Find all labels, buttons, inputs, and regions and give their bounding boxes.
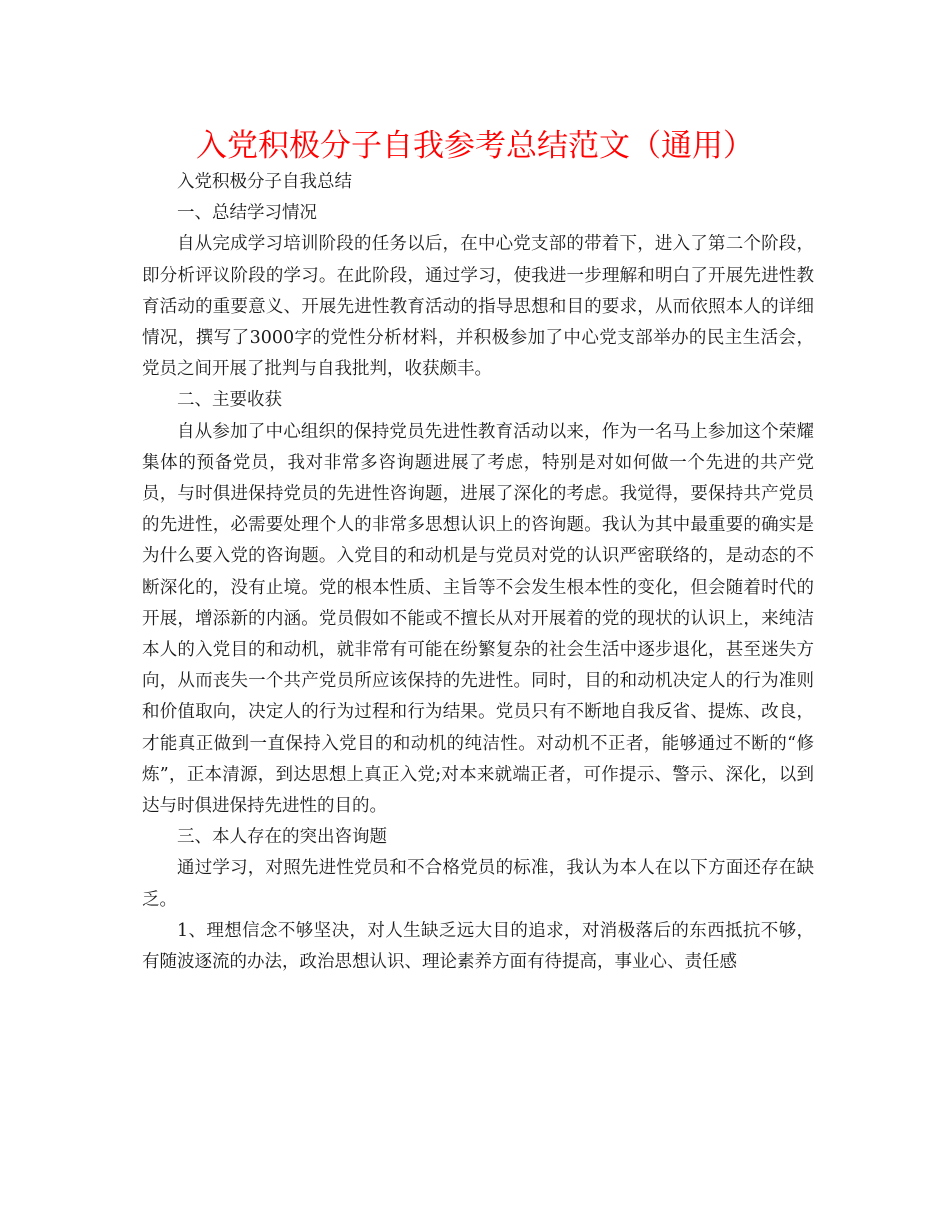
section-heading-2: 二、主要收获: [177, 390, 282, 411]
subtitle-paragraph: 入党积极分子自我总结: [177, 172, 352, 192]
body-paragraph: 1、理想信念不够坚决，对人生缺乏远大目的追求，对消极落后的东西抵抗不够，有随波逐流的办法，政治思想认识、理论素养方面有待提高，事业心、责任感: [142, 920, 814, 973]
body-paragraph: 自从参加了中心组织的保持党员先进性教育活动以来，作为一名马上参加这个荣耀集体的预备党员，我对非常多咨询题进展了考虑，特别是对如何做一个先进的共产党员，与时俱进保持党员的先进性咨询题，进展了深化的考虑。我觉得，要保持共产党员的先进性，必需要处理个人的非常多思想认识上的咨询题。我认为其中最重要的确实是为什么要入党的咨询题。入党目的和动机是与党员对党的认识严密联络的，是动态的不断深化的，没有止境。党的根本性质、主旨等不会发生根本性的变化，但会随着时代的开展，增添新的内涵。党员假如不能或不擅长从对开展着的党的现状的认识上，来纯洁本人的入党目的和动机，就非常有可能在纷繁复杂的社会生活中逐步退化，甚至迷失方向，从而丧失一个共产党员所应该保持的先进性。同时，目的和动机决定人的行为准则和价值取向，决定人的行为过程和行为结果。党员只有不断地自我反省、提炼、改良，才能真正做到一直保持入党目的和动机的纯洁性。对动机不正者，能够通过不断的“修炼”，正本清源，到达思想上真正入党;对本来就端正者，可作提示、警示、深化，以到达与时俱进保持先进性的目的。: [142, 421, 814, 817]
body-paragraph: 通过学习，对照先进性党员和不合格党员的标准，我认为本人在以下方面还存在缺乏。: [142, 858, 814, 910]
section-heading-1: 一、总结学习情况: [177, 203, 317, 224]
document-body: [142, 167, 814, 978]
document-title: 入党积极分子自我参考总结范文（通用）: [196, 128, 754, 164]
section-heading-3: 三、本人存在的突出咨询题: [177, 827, 387, 848]
body-paragraph: 自从完成学习培训阶段的任务以后，在中心党支部的带着下，进入了第二个阶段，即分析评议阶段的学习。在此阶段，通过学习，使我进一步理解和明白了开展先进性教育活动的重要意义、开展先进性教育活动的指导思想和目的要求，从而依照本人的详细情况，撰写了3000字的党性分析材料，并积极参加了中心党支部举办的民主生活会，党员之间开展了批判与自我批判，收获颇丰。: [142, 234, 814, 380]
